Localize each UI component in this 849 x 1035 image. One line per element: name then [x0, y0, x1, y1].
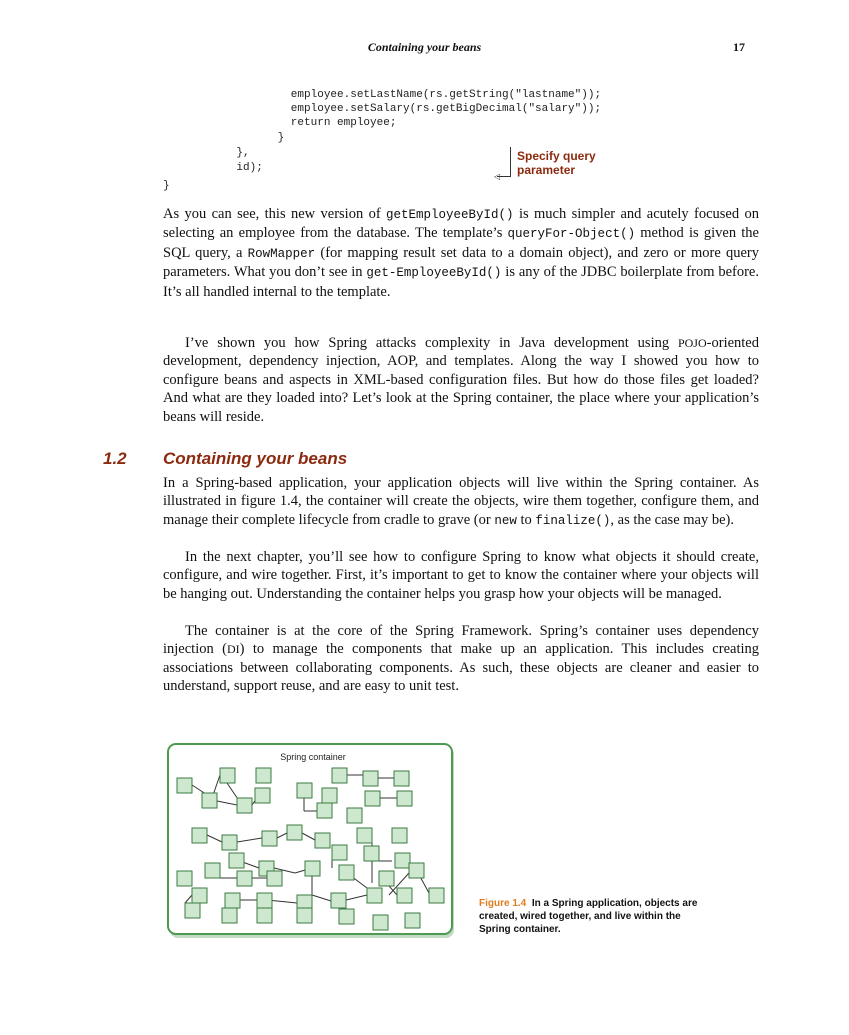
bean-box: [177, 778, 192, 793]
code-line: }: [163, 180, 170, 192]
page-number: 17: [733, 40, 745, 54]
bean-box: [363, 771, 378, 786]
bean-box: [202, 793, 217, 808]
bean-box: [220, 768, 235, 783]
bean-box: [317, 803, 332, 818]
inline-code: queryFor-Object(): [507, 227, 636, 242]
bean-box: [373, 915, 388, 930]
bean-box: [322, 788, 337, 803]
bean-box: [267, 871, 282, 886]
bean-box: [392, 828, 407, 843]
running-header: Containing your beans: [367, 40, 482, 54]
bean-box: [229, 853, 244, 868]
bean-box: [339, 909, 354, 924]
bean-box: [225, 893, 240, 908]
container-label: Spring container: [280, 752, 346, 762]
bean-box: [305, 861, 320, 876]
bean-box: [331, 893, 346, 908]
bean-box: [364, 846, 379, 861]
bean-box: [367, 888, 382, 903]
bean-box: [365, 791, 380, 806]
callout-leader: [510, 147, 511, 177]
paragraph: In a Spring-based application, your application objects will live within the Spring container. As illustrated in figure 1.4, the container will create the objects, wire them together, configure them, and manage their complete lifecycle from cradle to grave (or new to finalize(), as the case may be).: [163, 475, 759, 528]
bean-box: [405, 913, 420, 928]
code-line: },: [210, 147, 250, 159]
bean-box: [332, 768, 347, 783]
callout-arrow-icon: ◁: [494, 172, 501, 181]
bean-box: [222, 835, 237, 850]
bean-box: [222, 908, 237, 923]
bean-box: [339, 865, 354, 880]
bean-box: [409, 863, 424, 878]
spring-container-figure: [167, 743, 459, 943]
bean-box: [192, 888, 207, 903]
bean-box: [347, 808, 362, 823]
bean-box: [257, 908, 272, 923]
section-heading: Containing your beans: [163, 449, 348, 468]
bean-box: [394, 771, 409, 786]
bean-box: [379, 871, 394, 886]
bean-box: [256, 768, 271, 783]
inline-code: getEmployeeById(): [386, 208, 514, 222]
bean-box: [257, 893, 272, 908]
bean-box: [315, 833, 330, 848]
code-annotation: Specify query parameter: [517, 149, 596, 177]
bean-box: [429, 888, 444, 903]
bean-box: [397, 888, 412, 903]
bean-box: [237, 871, 252, 886]
inline-code: new: [494, 513, 517, 528]
paragraph: In the next chapter, you’ll see how to configure Spring to know what objects it should create, configure, and wire together. First, it’s important to get to know the container where your objects will be hanging out. Understanding the container helps you grasp how your objects will be managed.: [163, 549, 759, 602]
bean-box: [357, 828, 372, 843]
paragraph: As you can see, this new version of getEmployeeById() is much simpler and acutely focused on selecting an employee from the database. The template’s queryFor-Object() method is given the SQL query, a RowMapper (for mapping result set data to a domain object), and zero or more query parameters. What you don’t see in get-EmployeeById() is any of the JDBC boilerplate from before. It’s all handled internal to the template.: [163, 206, 759, 300]
bean-box: [332, 845, 347, 860]
bean-box: [185, 903, 200, 918]
figure-caption: [479, 897, 709, 936]
bean-box: [395, 853, 410, 868]
paragraph: The container is at the core of the Spring Framework. Spring’s container uses dependency injection (DI) to manage the components that make up an application. This includes creating associations between collaborating components. As such, these objects are cleaner and easier to understand, support reuse, and are easy to unit test.: [163, 623, 759, 695]
bean-box: [192, 828, 207, 843]
bean-box: [297, 783, 312, 798]
code-line: id);: [210, 162, 263, 174]
code-line: employee.setLastName(rs.getString("lastname"));: [238, 89, 602, 101]
bean-box: [177, 871, 192, 886]
paragraph: I’ve shown you how Spring attacks complexity in Java development using POJO-oriented development, dependency injection, AOP, and templates. Along the way I showed you how to configure beans and aspects in XML-based configuration files. But how do those files get loaded? And what are they loaded into? Let’s look at the Spring container, the place where your application’s beans will reside.: [163, 335, 759, 425]
section-number: 1.2: [103, 449, 127, 468]
code-line: }: [238, 132, 285, 144]
inline-code: RowMapper: [247, 246, 316, 261]
code-line: employee.setSalary(rs.getBigDecimal("salary"));: [238, 103, 602, 115]
bean-box: [205, 863, 220, 878]
bean-box: [262, 831, 277, 846]
bean-box: [397, 791, 412, 806]
code-line: return employee;: [238, 117, 397, 129]
spring-container-diagram: [167, 743, 459, 943]
bean-box: [297, 908, 312, 923]
figure-number: Figure 1.4: [479, 898, 527, 909]
bean-box: [287, 825, 302, 840]
bean-box: [237, 798, 252, 813]
caption-text: In a Spring application, objects are created, wired together, and live within the Spring container.: [479, 898, 698, 935]
inline-code: finalize(): [535, 513, 611, 528]
inline-code: get-EmployeeById(): [366, 266, 502, 281]
bean-box: [255, 788, 270, 803]
